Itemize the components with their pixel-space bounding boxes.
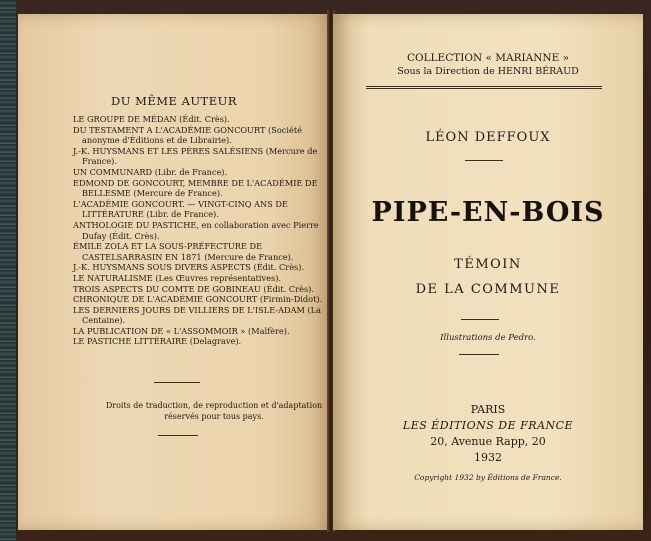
bibliography-item: LE NATURALISME (Les Œuvres représentatives). xyxy=(73,272,282,283)
copyright-line: Copyright 1932 by Éditions de France. xyxy=(414,473,562,482)
imprint-publisher: LES ÉDITIONS DE FRANCE xyxy=(402,419,574,432)
bibliography-item: CHRONIQUE DE L'ACADÉMIE GONCOURT (Firmin-Didot). xyxy=(73,294,323,305)
divider xyxy=(461,319,499,320)
rights-notice xyxy=(94,400,334,422)
divider xyxy=(465,160,503,161)
bibliography-item: ANTHOLOGIE DU PASTICHE, en collaboration avec Pierre Dufay (Édit. Crès). xyxy=(73,219,319,241)
bibliography-item: L'ACADÉMIE GONCOURT. — VINGT-CINQ ANS DE LITTÉRATURE (Libr. de France). xyxy=(73,198,288,220)
bibliography-item: LE PASTICHE LITTÉRAIRE (Delagrave). xyxy=(73,336,242,347)
collection-director: Sous la Direction de HENRI BÉRAUD xyxy=(397,66,579,77)
author-name: LÉON DEFFOUX xyxy=(425,130,551,145)
bibliography-item: EDMOND DE GONCOURT, MEMBRE DE L'ACADÉMIE DE BELLESME (Mercure de France). xyxy=(73,177,318,199)
bibliography-item: J.-K. HUYSMANS SOUS DIVERS ASPECTS (Édit. Crès). xyxy=(73,262,305,273)
book-subtitle xyxy=(333,252,643,302)
bibliography-item: UN COMMUNARD (Libr. de France). xyxy=(73,166,228,177)
divider xyxy=(459,354,499,355)
bibliography-heading: DU MÊME AUTEUR xyxy=(111,94,237,108)
bibliography-item: DU TESTAMENT A L'ACADÉMIE GONCOURT (Société anonyme d'Éditions et de Librairie). xyxy=(73,124,302,146)
bibliography-item: J.-K. HUYSMANS ET LES PÈRES SALÉSIENS (Mercure de France). xyxy=(73,145,318,167)
bibliography-item: LA PUBLICATION DE « L'ASSOMMOIR » (Malfère). xyxy=(73,325,290,336)
imprint xyxy=(333,402,643,466)
rights-line: Droits de traduction, de reproduction et d'adaptation xyxy=(105,401,323,410)
divider xyxy=(154,382,200,383)
subtitle-line: TÉMOIN xyxy=(454,257,522,272)
collection-header xyxy=(333,52,643,78)
left-page xyxy=(18,14,330,530)
bibliography-item: LE GROUPE DE MÉDAN (Édit. Crès). xyxy=(73,114,230,124)
title-page xyxy=(333,14,643,530)
bibliography-item: TROIS ASPECTS DU COMTE DE GOBINEAU (Édit. Crès). xyxy=(73,283,314,294)
subtitle-line: DE LA COMMUNE xyxy=(415,282,561,297)
book-cover-edge xyxy=(0,0,16,541)
imprint-city: PARIS xyxy=(470,403,506,416)
collection-name: COLLECTION « MARIANNE » xyxy=(406,52,570,64)
illustrator-credit: Illustrations de Pedro. xyxy=(440,333,536,343)
book-title: PIPE-EN-BOIS xyxy=(371,197,605,228)
divider xyxy=(158,435,198,436)
rights-line: réservés pour tous pays. xyxy=(164,412,264,421)
bibliography-list xyxy=(73,114,325,347)
bibliography-item: LES DERNIERS JOURS DE VILLIERS DE L'ISLE-ADAM (La Centaine). xyxy=(73,304,321,326)
bibliography-item: ÉMILE ZOLA ET LA SOUS-PRÉFECTURE DE CASTELSARRASIN EN 1871 (Mercure de France). xyxy=(73,241,294,262)
imprint-address: 20, Avenue Rapp, 20 xyxy=(430,435,546,448)
imprint-year: 1932 xyxy=(474,451,502,464)
double-rule xyxy=(366,86,602,89)
